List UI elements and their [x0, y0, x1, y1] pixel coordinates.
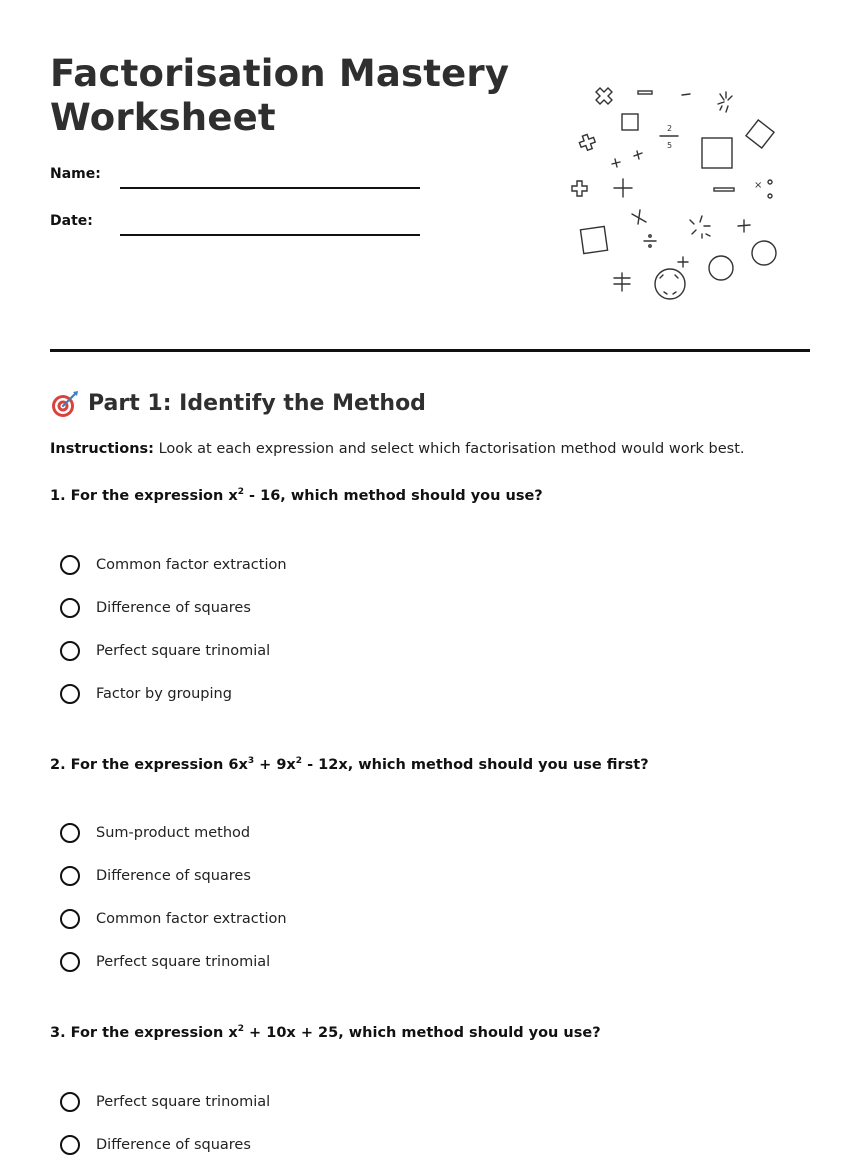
- square-icon: [622, 114, 638, 130]
- radio-button-icon[interactable]: [60, 866, 80, 886]
- dot-icon: [768, 180, 772, 184]
- circle-icon: [709, 256, 733, 280]
- question-1-option-2[interactable]: Difference of squares: [60, 595, 251, 621]
- radio-button-icon[interactable]: [60, 823, 80, 843]
- minus-icon: [682, 94, 690, 95]
- square-icon: [702, 138, 732, 168]
- name-line[interactable]: [120, 187, 420, 189]
- question-1: 1. For the expression $x^2 - 16$, which method should you use?: [50, 487, 543, 504]
- section-divider: [50, 349, 810, 352]
- instructions-text: Look at each expression and select which factorisation method would work best.: [153, 441, 745, 457]
- minus-bar-icon: [638, 91, 652, 94]
- question-1-option-3[interactable]: Perfect square trinomial: [60, 638, 270, 664]
- question-1-option-4[interactable]: Factor by grouping: [60, 681, 232, 707]
- circle-icon: [752, 241, 776, 265]
- outlined-plus-icon: [572, 181, 587, 196]
- divide-dot: [649, 245, 651, 247]
- radio-button-icon[interactable]: [60, 952, 80, 972]
- circle-mark: [660, 275, 678, 294]
- plus-icon: [614, 273, 630, 291]
- plus-icon: [614, 179, 632, 197]
- fraction-denominator: 5: [667, 141, 673, 150]
- radio-button-icon[interactable]: [60, 1092, 80, 1112]
- question-2: 2. For the expression $6x^3 + 9x^2 - 12x$, which method should you use first?: [50, 756, 649, 773]
- plus-icon: [634, 151, 642, 159]
- question-2-option-2[interactable]: Difference of squares: [60, 863, 251, 889]
- name-label: Name:: [50, 166, 101, 182]
- divide-dot: [649, 235, 651, 237]
- fraction-numerator: 2: [667, 124, 673, 133]
- question-2-option-3[interactable]: Common factor extraction: [60, 906, 287, 932]
- plus-icon: [632, 210, 646, 224]
- worksheet-title: [50, 52, 509, 140]
- dot-icon: [768, 194, 772, 198]
- question-3-option-1[interactable]: Perfect square trinomial: [60, 1089, 270, 1115]
- title-line-1: Factorisation Mastery: [50, 52, 510, 95]
- date-line[interactable]: [120, 234, 420, 236]
- instructions: [50, 441, 745, 457]
- title-line-2: Worksheet: [50, 96, 276, 139]
- part-1-heading: [50, 389, 426, 419]
- radio-button-icon[interactable]: [60, 598, 80, 618]
- target-icon: [50, 389, 80, 419]
- times-symbol: ×: [754, 180, 763, 191]
- burst-icon: [690, 216, 710, 238]
- radio-button-icon[interactable]: [60, 684, 80, 704]
- math-symbols-illustration: [560, 78, 800, 308]
- question-2-option-1[interactable]: Sum-product method: [60, 820, 250, 846]
- radio-button-icon[interactable]: [60, 641, 80, 661]
- outlined-plus-icon: [596, 88, 612, 104]
- outlined-plus-icon: [578, 133, 597, 152]
- square-icon: [746, 120, 774, 148]
- radio-button-icon[interactable]: [60, 909, 80, 929]
- plus-icon: [612, 159, 620, 167]
- question-2-option-4[interactable]: Perfect square trinomial: [60, 949, 270, 975]
- radio-button-icon[interactable]: [60, 1135, 80, 1155]
- radio-button-icon[interactable]: [60, 555, 80, 575]
- circle-icon: [655, 269, 685, 299]
- question-3-option-2[interactable]: Difference of squares: [60, 1132, 251, 1158]
- question-3: 3. For the expression $x^2 + 10x + 25$, which method should you use?: [50, 1024, 601, 1041]
- instructions-label: Instructions:: [50, 441, 154, 457]
- minus-bar-icon: [714, 188, 734, 191]
- plus-icon: [738, 220, 750, 232]
- question-1-option-1[interactable]: Common factor extraction: [60, 552, 287, 578]
- date-label: Date:: [50, 213, 93, 229]
- part-1-title: Part 1: Identify the Method: [88, 391, 426, 416]
- square-icon: [580, 226, 607, 253]
- burst-icon: [718, 92, 732, 112]
- plus-icon: [678, 257, 688, 267]
